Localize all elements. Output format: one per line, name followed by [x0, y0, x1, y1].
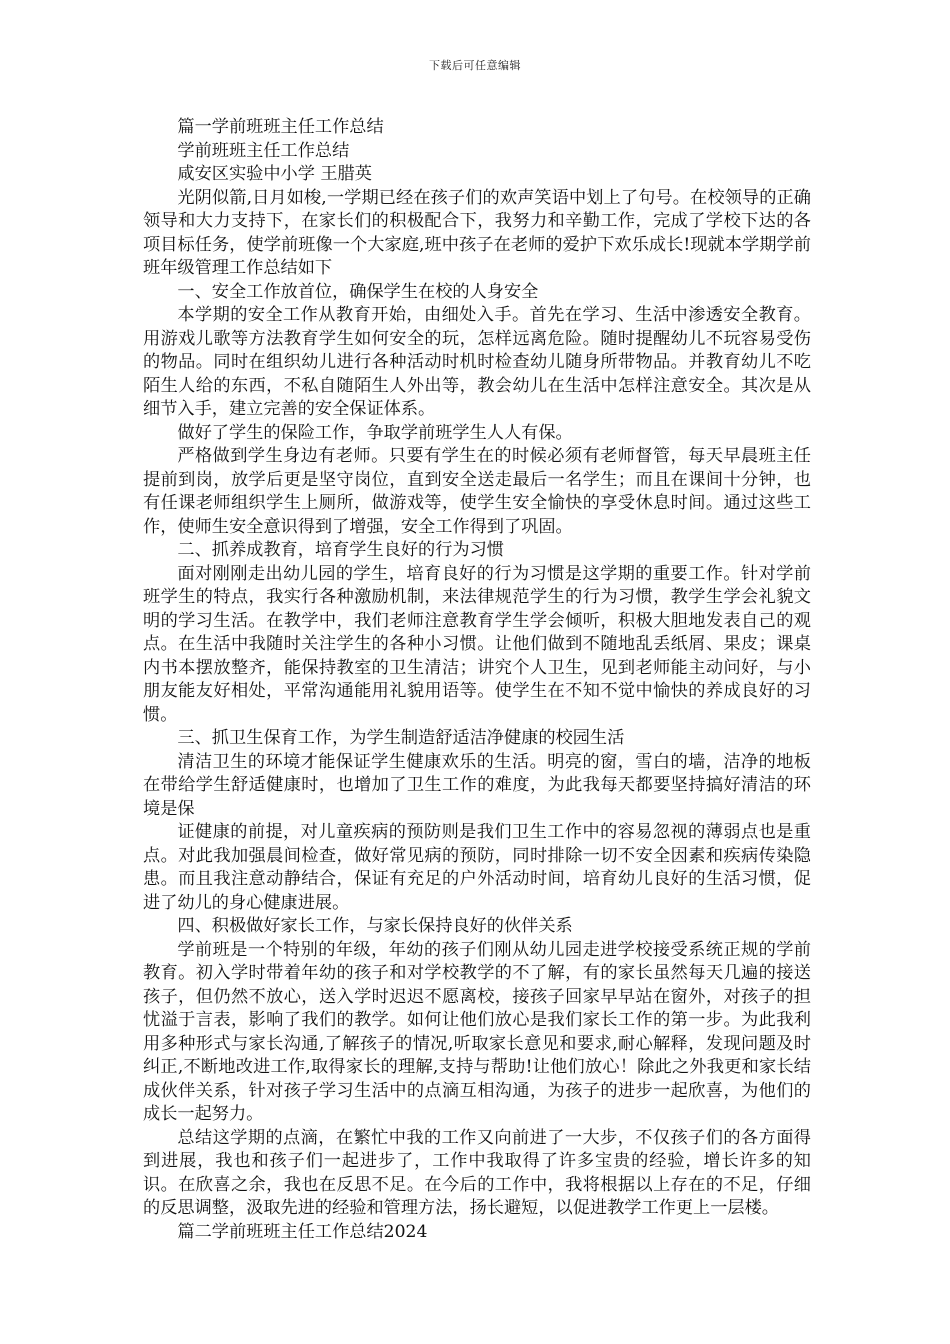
intro-paragraph: 光阴似箭,日月如梭,一学期已经在孩子们的欢声笑语中划上了句号。在校领导的正确领导和大力支持下，在家长们的积极配合下，我努力和辛勤工作，完成了学校下达的各项目标任务，使学前班像一个大家庭,班中孩子在老师的爱护下欢乐成长!现就本学期学前班年级管理工作总结如下 — [143, 187, 811, 278]
doc-subtitle: 学前班班主任工作总结 — [177, 140, 350, 161]
header-note: 下载后可任意编辑 — [429, 59, 521, 72]
next-doc-title: 篇二学前班班主任工作总结2024 — [177, 1221, 428, 1242]
paragraph: 面对刚刚走出幼儿园的学生，培育良好的行为习惯是这学期的重要工作。针对学前班学生的特点，我实行各种激励机制，来法律规范学生的行为习惯，教学生学会礼貌文明的学习生活。在教学中，我们老师注意教育学生学会倾听，积极大胆地发表自己的观点。在生活中我随时关注学生的各种小习惯。让他们做到不随地乱丢纸屑、果皮；课桌内书本摆放整齐，能保持教室的卫生清洁；讲究个人卫生，见到老师能主动问好，与小朋友能友好相处，平常沟通能用礼貌用语等。使学生在不知不觉中愉快的养成良好的习惯。 — [143, 563, 811, 725]
section-heading-1: 一、安全工作放首位，确保学生在校的人身安全 — [177, 281, 539, 302]
paragraph: 严格做到学生身边有老师。只要有学生在的时候必须有老师督管，每天早晨班主任提前到岗，放学后更是坚守岗位，直到安全送走最后一名学生；而且在课间十分钟，也有任课老师组织学生上厕所，做游戏等，使学生安全愉快的享受休息时间。通过这些工作，使师生安全意识得到了增强，安全工作得到了巩固。 — [143, 446, 811, 537]
paragraph: 清洁卫生的环境才能保证学生健康欢乐的生活。明亮的窗，雪白的墙，洁净的地板在带给学生舒适健康时，也增加了卫生工作的难度，为此我每天都要坚持搞好清洁的环境是保 — [143, 751, 811, 819]
section-heading-2: 二、抓养成教育，培育学生良好的行为习惯 — [177, 540, 504, 560]
section-heading-4: 四、积极做好家长工作，与家长保持良好的伙伴关系 — [177, 916, 573, 936]
document-body — [143, 116, 811, 1244]
paragraph: 做好了学生的保险工作，争取学前班学生人人有保。 — [177, 422, 573, 443]
doc-author: 咸安区实验中小学 王腊英 — [177, 164, 372, 184]
paragraph: 学前班是一个特别的年级，年幼的孩子们刚从幼儿园走进学校接受系统正规的学前教育。初入学时带着年幼的孩子和对学校教学的不了解，有的家长虽然每天几遍的接送孩子，但仍然不放心，送入学时迟迟不愿离校，接孩子回家早早站在窗外，对孩子的担忧溢于言表，影响了我们的教学。如何让他们放心是我们家长工作的第一步。为此我利用多种形式与家长沟通,了解孩子的情况,听取家长意见和要求,耐心解释，发现问题及时纠正,不断地改进工作,取得家长的理解,支持与帮助!让他们放心！除此之外我更和家长结成伙伴关系，针对孩子学习生活中的点滴互相沟通，为孩子的进步一起欣喜，为他们的成长一起努力。 — [143, 939, 811, 1124]
section-heading-3: 三、抓卫生保育工作，为学生制造舒适洁净健康的校园生活 — [177, 728, 625, 748]
paragraph: 总结这学期的点滴，在繁忙中我的工作又向前进了一大步，不仅孩子们的各方面得到进展，我也和孩子们一起进步了，工作中我取得了许多宝贵的经验，增长许多的知识。在欣喜之余，我也在反思不足。在今后的工作中，我将根据以上存在的不足，仔细的反思调整，汲取先进的经验和管理方法，扬长避短，以促进教学工作更上一层楼。 — [143, 1127, 811, 1218]
paragraph: 本学期的安全工作从教育开始，由细处入手。首先在学习、生活中渗透安全教育。用游戏儿歌等方法教育学生如何安全的玩，怎样远离危险。随时提醒幼儿不玩容易受伤的物品。同时在组织幼儿进行各种活动时机时检查幼儿随身所带物品。并教育幼儿不吃陌生人给的东西，不私自随陌生人外出等，教会幼儿在生活中怎样注意安全。其次是从细节入手，建立完善的安全保证体系。 — [143, 305, 811, 419]
paragraph: 证健康的前提，对儿童疾病的预防则是我们卫生工作中的容易忽视的薄弱点也是重点。对此我加强晨间检查，做好常见病的预防，同时排除一切不安全因素和疾病传染隐患。而且我注意动静结合，保证有充足的户外活动时间，培育幼儿良好的生活习惯，促进了幼儿的身心健康进展。 — [143, 822, 811, 913]
doc-title: 篇一学前班班主任工作总结 — [177, 117, 384, 137]
